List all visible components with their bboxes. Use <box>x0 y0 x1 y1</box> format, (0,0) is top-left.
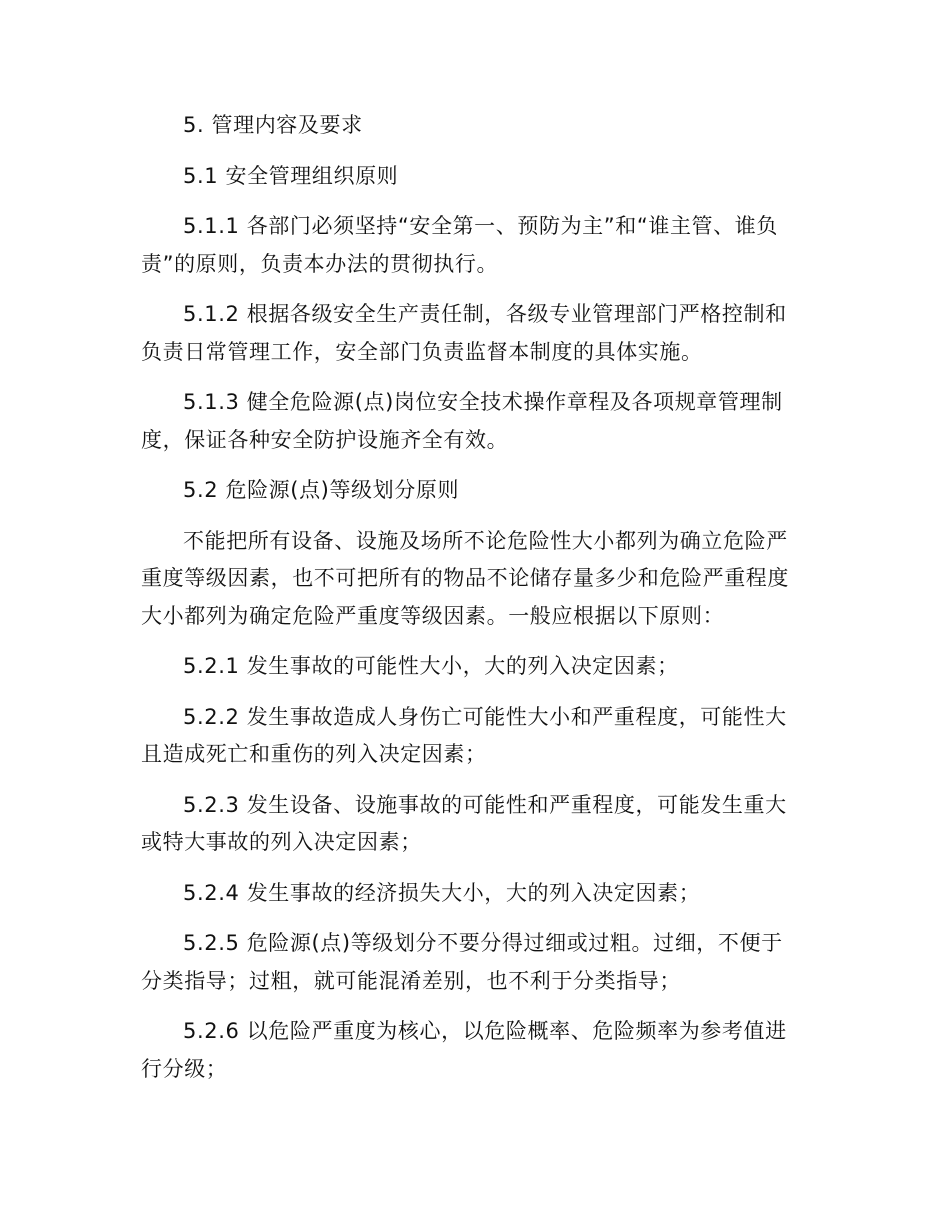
clause-5-2-1: 5.2.1 发生事故的可能性大小，大的列入决定因素； <box>183 654 679 678</box>
section-heading-5-2: 5.2 危险源(点)等级划分原则 <box>183 478 460 502</box>
clause-5-1-3: 5.1.3 健全危险源(点)岗位安全技术操作章程及各项规章管理制度，保证各种安全防护设施齐全有效。 <box>141 390 783 452</box>
clause-5-2-2: 5.2.2 发生事故造成人身伤亡可能性大小和严重程度，可能性大且造成死亡和重伤的列入决定因素； <box>141 704 787 766</box>
clause-5-2-5: 5.2.5 危险源(点)等级划分不要分得过细或过粗。过细，不便于分类指导；过粗，就可能混淆差别，也不利于分类指导； <box>141 931 783 993</box>
clause-5-2-6: 5.2.6 以危险严重度为核心，以危险概率、危险频率为参考值进行分级； <box>141 1019 787 1081</box>
document-body <box>141 107 796 1101</box>
clause-5-2-3: 5.2.3 发生设备、设施事故的可能性和严重程度，可能发生重大或特大事故的列入决定因素； <box>141 792 787 854</box>
clause-5-1-1: 5.1.1 各部门必须坚持“安全第一、预防为主”和“谁主管、谁负责”的原则，负责本办法的贯彻执行。 <box>141 214 778 276</box>
section-heading-5: 5. 管理内容及要求 <box>183 113 363 137</box>
section-5-2-intro: 不能把所有设备、设施及场所不论危险性大小都列为确立危险严重度等级因素，也不可把所有的物品不论储存量多少和危险严重程度大小都列为确定危险严重度等级因素。一般应根据以下原则： <box>141 528 789 628</box>
clause-5-2-4: 5.2.4 发生事故的经济损失大小，大的列入决定因素； <box>183 880 701 905</box>
clause-5-1-2: 5.1.2 根据各级安全生产责任制，各级专业管理部门严格控制和负责日常管理工作，安全部门负责监督本制度的具体实施。 <box>141 302 787 364</box>
section-heading-5-1: 5.1 安全管理组织原则 <box>183 163 399 188</box>
